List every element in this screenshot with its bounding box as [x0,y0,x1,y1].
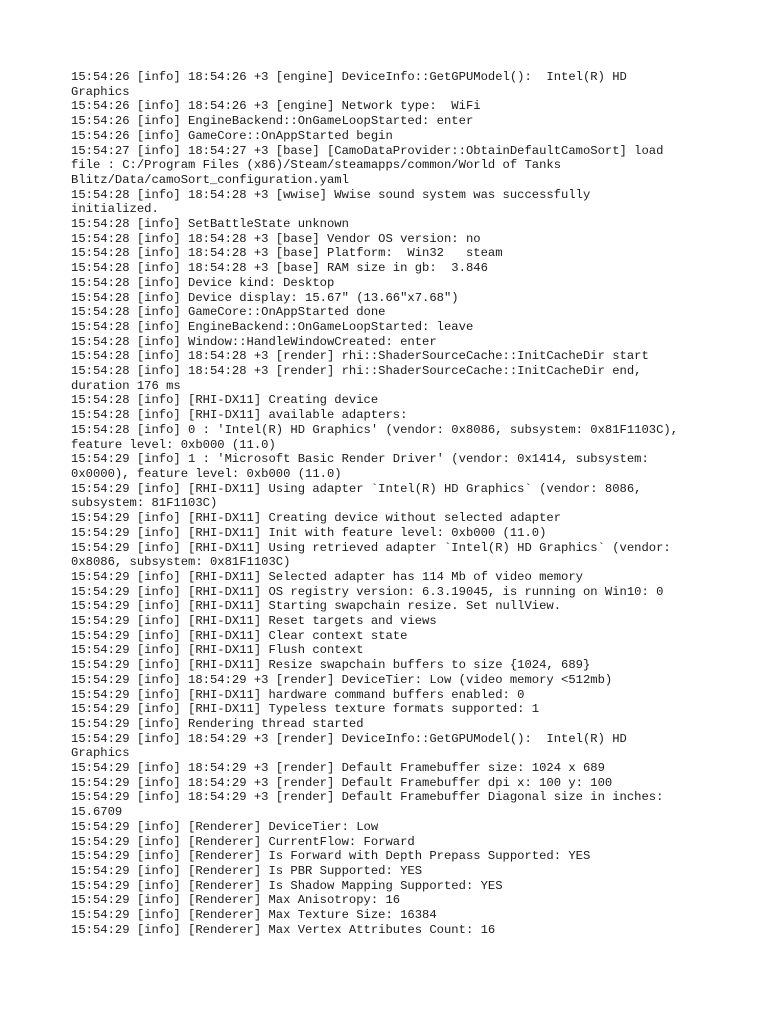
log-line: 15:54:28 [info] Device kind: Desktop [71,275,335,290]
log-line: 15:54:29 [info] 18:54:29 +3 [render] Default Framebuffer Diagonal size in inches: [71,790,664,805]
log-line: 15:54:29 [info] [RHI-DX11] Clear context state [71,628,408,643]
log-line: feature level: 0xb000 (11.0) [71,437,276,452]
log-line: 15:54:29 [info] [RHI-DX11] Reset targets and views [71,614,437,629]
log-line: 15:54:29 [info] [RHI-DX11] Init with feature level: 0xb000 (11.0) [71,525,547,540]
log-line: 15:54:29 [info] [Renderer] CurrentFlow: Forward [71,834,415,849]
log-line: 15.6709 [71,805,123,820]
log-line: 15:54:29 [info] 18:54:29 +3 [render] Default Framebuffer dpi x: 100 y: 100 [71,775,613,790]
log-line: file : C:/Program Files (x86)/Steam/steamapps/common/World of Tanks [71,158,562,173]
log-line: 15:54:28 [info] 18:54:28 +3 [base] Vendor OS version: no [71,231,481,246]
log-line: 0x0000), feature level: 0xb000 (11.0) [71,466,342,481]
log-line: 15:54:29 [info] 18:54:29 +3 [render] Default Framebuffer size: 1024 x 689 [71,761,605,776]
log-line: 15:54:26 [info] GameCore::OnAppStarted begin [71,128,393,143]
log-line: initialized. [71,202,159,217]
log-line: 15:54:29 [info] [Renderer] Max Vertex Attributes Count: 16 [71,922,496,937]
log-line: Graphics [71,84,130,99]
log-line: Blitz/Data/camoSort_configuration.yaml [71,172,349,187]
log-document [71,70,711,937]
log-line: 15:54:28 [info] SetBattleState unknown [71,217,349,232]
log-line: 15:54:29 [info] [RHI-DX11] OS registry version: 6.3.19045, is running on Win10: 0 [71,584,664,599]
log-line: 15:54:29 [info] [RHI-DX11] Using retrieved adapter `Intel(R) HD Graphics` (vendor: [71,540,671,555]
log-line: 15:54:28 [info] 0 : 'Intel(R) HD Graphics' (vendor: 0x8086, subsystem: 0x81F1103C), [71,422,679,437]
log-line: 15:54:27 [info] 18:54:27 +3 [base] [CamoDataProvider::ObtainDefaultCamoSort] load [71,143,664,158]
log-line: 15:54:29 [info] [Renderer] DeviceTier: Low [71,819,379,834]
log-line: 15:54:28 [info] 18:54:28 +3 [render] rhi::ShaderSourceCache::InitCacheDir start [71,349,649,364]
log-line: duration 176 ms [71,378,181,393]
log-line: Graphics [71,746,130,761]
log-line: 15:54:29 [info] [RHI-DX11] Flush context [71,643,364,658]
log-line: 15:54:29 [info] [Renderer] Max Anisotropy: 16 [71,893,401,908]
log-line: 15:54:29 [info] [Renderer] Is Forward with Depth Prepass Supported: YES [71,849,591,864]
log-line: 15:54:29 [info] [RHI-DX11] Typeless texture formats supported: 1 [71,702,540,717]
log-line: 15:54:29 [info] [RHI-DX11] Resize swapchain buffers to size {1024, 689} [71,658,591,673]
log-line: 15:54:29 [info] 1 : 'Microsoft Basic Render Driver' (vendor: 0x1414, subsystem: [71,452,649,467]
log-line: 15:54:29 [info] [RHI-DX11] Creating device without selected adapter [71,511,562,526]
log-line: 15:54:28 [info] EngineBackend::OnGameLoopStarted: leave [71,319,474,334]
log-line: 15:54:28 [info] [RHI-DX11] Creating device [71,393,379,408]
log-line: 15:54:29 [info] 18:54:29 +3 [render] DeviceTier: Low (video memory <512mb) [71,672,613,687]
log-line: 15:54:29 [info] Rendering thread started [71,716,364,731]
log-line: 15:54:29 [info] [Renderer] Max Texture Size: 16384 [71,908,437,923]
log-line: subsystem: 81F1103C) [71,496,218,511]
log-line: 15:54:29 [info] [RHI-DX11] Using adapter `Intel(R) HD Graphics` (vendor: 8086, [71,481,642,496]
log-line: 15:54:26 [info] 18:54:26 +3 [engine] DeviceInfo::GetGPUModel(): Intel(R) HD [71,70,627,84]
log-line: 0x8086, subsystem: 0x81F1103C) [71,555,291,570]
log-line: 15:54:29 [info] 18:54:29 +3 [render] DeviceInfo::GetGPUModel(): Intel(R) HD [71,731,627,746]
log-line: 15:54:29 [info] [RHI-DX11] Selected adapter has 114 Mb of video memory [71,569,583,584]
log-line: 15:54:28 [info] [RHI-DX11] available adapters: [71,408,408,423]
log-line: 15:54:28 [info] 18:54:28 +3 [render] rhi::ShaderSourceCache::InitCacheDir end, [71,364,642,379]
log-line: 15:54:28 [info] Device display: 15.67" (13.66"x7.68") [71,290,459,305]
log-line: 15:54:28 [info] Window::HandleWindowCreated: enter [71,334,437,349]
log-line: 15:54:29 [info] [Renderer] Is PBR Supported: YES [71,863,423,878]
log-line: 15:54:28 [info] 18:54:28 +3 [base] Platform: Win32 steam [71,246,503,261]
log-line: 15:54:26 [info] EngineBackend::OnGameLoopStarted: enter [71,114,474,129]
log-line: 15:54:29 [info] [Renderer] Is Shadow Mapping Supported: YES [71,878,503,893]
log-line: 15:54:28 [info] 18:54:28 +3 [base] RAM size in gb: 3.846 [71,261,488,276]
log-line: 15:54:28 [info] 18:54:28 +3 [wwise] Wwise sound system was successfully [71,187,591,202]
log-line: 15:54:29 [info] [RHI-DX11] Starting swapchain resize. Set nullView. [71,599,562,614]
log-line: 15:54:26 [info] 18:54:26 +3 [engine] Network type: WiFi [71,99,481,114]
log-line: 15:54:28 [info] GameCore::OnAppStarted done [71,305,386,320]
log-line: 15:54:29 [info] [RHI-DX11] hardware command buffers enabled: 0 [71,687,525,702]
